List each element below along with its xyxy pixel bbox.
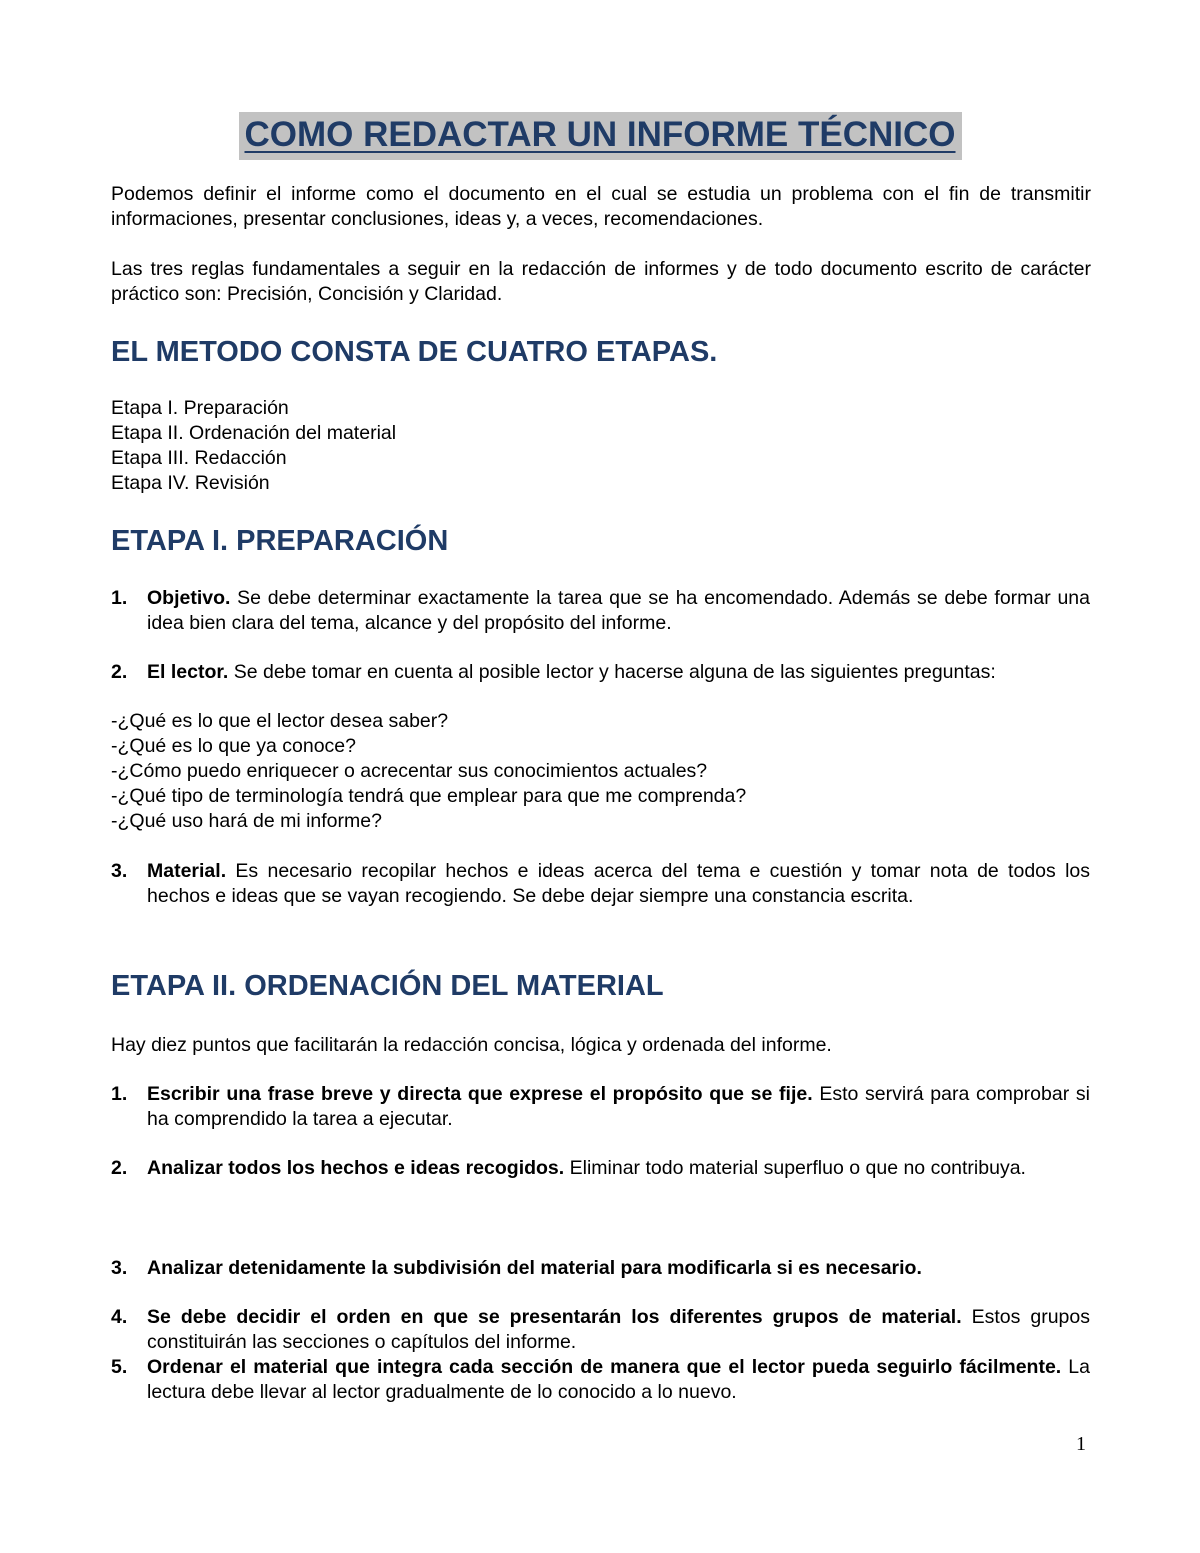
stage1-item-lector <box>111 660 1090 685</box>
stage2-intro: Hay diez puntos que facilitarán la redacción concisa, lógica y ordenada del informe. <box>111 1034 832 1056</box>
list-item-text: Eliminar todo material superfluo o que no contribuya. <box>564 1157 1026 1179</box>
stage2-item <box>111 1355 1090 1405</box>
stage1-item-objetivo <box>111 586 1090 636</box>
stage2-item <box>111 1305 1090 1355</box>
list-number: 1. <box>111 1083 128 1105</box>
list-item-bold: El lector. <box>147 661 229 683</box>
stage-list-item: Etapa IV. Revisión <box>111 472 270 494</box>
reader-question: -¿Qué uso hará de mi informe? <box>111 810 382 832</box>
list-number: 1. <box>111 587 128 609</box>
list-item-bold: Material. <box>147 860 227 882</box>
stage2-item <box>111 1082 1090 1132</box>
intro-paragraph-2: Las tres reglas fundamentales a seguir en la redacción de informes y de todo documento escrito de carácter práctico son: Precisión, Concisión y Claridad. <box>111 258 1091 305</box>
reader-question: -¿Cómo puedo enriquecer o acrecentar sus conocimientos actuales? <box>111 760 708 782</box>
list-item-text: Estos grupos constituirán las secciones o capítulos del informe. <box>147 1306 1090 1353</box>
reader-question: -¿Qué es lo que ya conoce? <box>111 735 356 757</box>
list-item-text: Se debe determinar exactamente la tarea que se ha encomendado. Además se debe formar una idea bien clara del tema, alcance y del propósito del informe. <box>147 587 1090 634</box>
list-item-bold: Ordenar el material que integra cada sección de manera que el lector pueda seguirlo fácilmente. <box>147 1356 1062 1378</box>
stage-list-item: Etapa III. Redacción <box>111 447 287 469</box>
reader-question: -¿Qué tipo de terminología tendrá que emplear para que me comprenda? <box>111 785 747 807</box>
list-item-bold: Analizar todos los hechos e ideas recogidos. <box>147 1157 565 1179</box>
stage-list-item: Etapa I. Preparación <box>111 397 289 419</box>
list-number: 4. <box>111 1306 128 1328</box>
document-title: COMO REDACTAR UN INFORME TÉCNICO <box>239 112 962 160</box>
title-container <box>0 112 1200 160</box>
list-number: 3. <box>111 860 128 882</box>
list-item-bold: Se debe decidir el orden en que se presentarán los diferentes grupos de material. <box>147 1306 962 1328</box>
reader-question: -¿Qué es lo que el lector desea saber? <box>111 710 449 732</box>
list-item-bold: Objetivo. <box>147 587 231 609</box>
list-item-bold: Escribir una frase breve y directa que exprese el propósito que se fije. <box>147 1083 813 1105</box>
list-number: 5. <box>111 1356 128 1378</box>
stage2-item <box>111 1156 1090 1181</box>
stage-list-item: Etapa II. Ordenación del material <box>111 422 397 444</box>
list-number: 3. <box>111 1257 128 1279</box>
stage2-item <box>111 1256 1090 1281</box>
list-number: 2. <box>111 1157 128 1179</box>
stage1-item-material <box>111 859 1090 909</box>
list-item-text: Esto servirá para comprobar si ha comprendido la tarea a ejecutar. <box>147 1083 1090 1130</box>
method-heading: EL METODO CONSTA DE CUATRO ETAPAS. <box>111 336 718 368</box>
intro-paragraph-1: Podemos definir el informe como el documento en el cual se estudia un problema con el fin de transmitir informaciones, presentar conclusiones, ideas y, a veces, recomendaciones. <box>111 183 1091 230</box>
list-item-text: Se debe tomar en cuenta al posible lector y hacerse alguna de las siguientes preguntas: <box>228 661 996 683</box>
list-number: 2. <box>111 661 128 683</box>
list-item-bold: Analizar detenidamente la subdivisión del material para modificarla si es necesario. <box>147 1257 922 1279</box>
stage1-heading: ETAPA I. PREPARACIÓN <box>111 525 449 557</box>
list-item-text: La lectura debe llevar al lector gradualmente de lo conocido a lo nuevo. <box>147 1356 1090 1403</box>
page-number: 1 <box>1076 1433 1086 1455</box>
stage2-heading: ETAPA II. ORDENACIÓN DEL MATERIAL <box>111 970 664 1002</box>
list-item-text: Es necesario recopilar hechos e ideas acerca del tema e cuestión y tomar nota de todos los hechos e ideas que se vayan recogiendo. Se debe dejar siempre una constancia escrita. <box>147 860 1090 907</box>
